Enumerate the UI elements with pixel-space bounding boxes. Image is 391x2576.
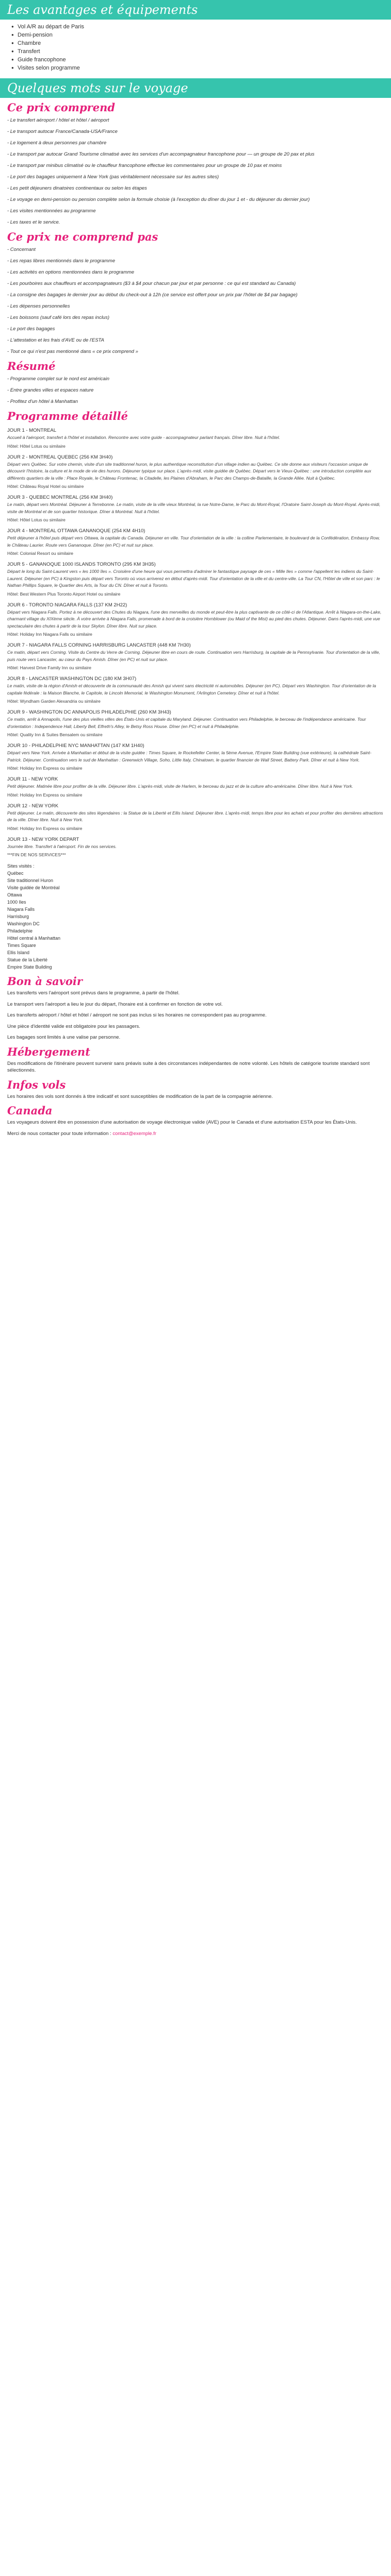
- day-title: JOUR 7 - NIAGARA FALLS CORNING HARRISBURG LANCASTER (448 KM 7H30): [7, 642, 191, 648]
- good-to-know-line: Les transferts vers l'aéroport sont prévus dans le programme, à partir de l'hôtel.: [7, 990, 180, 996]
- summary-line: - Programme complet sur le nord est américain: [7, 376, 109, 382]
- good-to-know-line: Une pièce d'identité valide est obligatoire pour les passagers.: [7, 1023, 140, 1029]
- lodging-text: Des modifications de l'itinéraire peuvent survenir sans préavis suite à des circonstances indépendantes de notre volonté. Les hôtels de catégorie touriste standard sont sélectionnés.: [7, 1060, 370, 1073]
- visit-item: 1000 Iles: [7, 900, 26, 905]
- day-title: JOUR 10 - PHILADELPHIE NYC MANHATTAN (147 KM 1H40): [7, 743, 144, 749]
- visits-block: [7, 862, 384, 971]
- included-line: - Les visites mentionnées au programme: [7, 208, 96, 214]
- day-title: JOUR 12 - NEW YORK: [7, 803, 59, 809]
- advantage-item: ● Visites selon programme: [11, 64, 391, 72]
- day-title: JOUR 4 - MONTREAL OTTAWA GANANOQUE (254 KM 4H10): [7, 528, 145, 534]
- included-lines: [7, 117, 384, 226]
- advantage-item: ● Demi-pension: [11, 31, 391, 39]
- visit-item: Harrisburg: [7, 914, 29, 919]
- excluded-line: - Le port des bagages: [7, 326, 55, 332]
- day-description: Départ vers Niagara Falls. Portez à ne découvert des Chutes du Niagara, l'une des merveilles du monde et peut-être la plus captivante de ce côté-ci de l'Atlantique. Arrêt à Niagara-on-the-Lake, charmant village du XIXème siècle. À votre arrivée à Niagara Falls, promenade à bord de la croisière Hornblower (ou Maid of the Mist) au pied des chutes. Déjeuner. Dans l'après-midi, une vue spectaculaire des chutes à partir de la tour Skylon. Dîner libre. Nuit sur place.: [7, 609, 382, 629]
- visit-item: Times Square: [7, 943, 36, 948]
- good-to-know-line: Les transferts aéroport / hôtel et hôtel / aéroport ne sont pas inclus si les horaires ne correspondent pas au programme.: [7, 1012, 267, 1018]
- day-hotel: Hôtel: Château Royal Hotel ou similaire: [7, 484, 84, 489]
- program-days: [7, 427, 384, 858]
- day-title: JOUR 13 - NEW YORK DEPART: [7, 836, 79, 842]
- day-title: JOUR 5 - GANANOQUE 1000 ISLANDS TORONTO (295 KM 3H35): [7, 562, 156, 567]
- summary-lines: [7, 376, 384, 405]
- included-title: Ce prix comprend: [7, 101, 116, 114]
- day-description: Départ le long du Saint-Laurent vers « les 1000 îles ». Croisière d'une heure qui vous permettra d'admirer le fantastique paysage de ces « Mille Iles » comme l'appellent les indiens du Saint-Laurent. Déjeuner (en PC) à Kingston puis départ vers Toronto où vous arriverez en début d'après-midi. Tour d'orientation de la ville et du centre-ville. La Tour CN, l'Hôtel de ville et son parc : le Nathan Phillips Square, le Quartier des Arts, la Tour du CN. Dîner et nuit à Toronto.: [7, 569, 380, 588]
- visit-item: Philadelphie: [7, 928, 33, 934]
- advantage-item: ● Transfert: [11, 47, 391, 56]
- advantage-item: ● Guide francophone: [11, 56, 391, 64]
- good-to-know-lines: [7, 990, 384, 1041]
- day-hotel: Hôtel: Quality Inn & Suites Bensalem ou similaire: [7, 732, 103, 737]
- day-description: Ce matin, départ vers Corning. Visite du Centre du Verre de Corning. Déjeuner libre en cours de route. Continuation vers Harrisburg, la capitale de la Pennsylvanie. Tour d'orientation de la ville, puis route vers Lancaster, au cœur du Pays Amish. Dîner (en PC) et nuit sur place.: [7, 650, 380, 662]
- day-title: JOUR 3 - QUEBEC MONTREAL (256 KM 3H40): [7, 495, 113, 500]
- day-description: Départ vers New York. Arrivée à Manhattan et début de la visite guidée : Times Square, le Rockefeller Center, la 5ème Avenue, l'Empire State Building (vue extérieure), la cathédrale Saint-Patrick. Déjeuner. Continuation vers le sud de Manhattan : Greenwich Village, Soho, Little Italy, Chinatown, le quartier financier de Wall Street, Battery Park. Dîner et nuit à New York.: [7, 750, 371, 762]
- day-title: JOUR 1 - MONTREAL: [7, 428, 57, 433]
- day-description: Journée libre. Transfert à l'aéroport. Fin de nos services.: [7, 843, 117, 849]
- day-hotel: Hôtel: Colonial Resort ou similaire: [7, 551, 74, 556]
- good-to-know-line: Le transport vers l'aéroport a lieu le jour du départ, l'horaire est à confirmer en fonction de votre vol.: [7, 1001, 223, 1007]
- summary-line: - Profitez d'un hôtel à Manhattan: [7, 399, 78, 404]
- included-line: - Le port des bagages uniquement à New York (pas véritablement nécessaire sur les autres sites): [7, 174, 219, 180]
- included-line: - Le voyage en demi-pension ou pension complète selon la formule choisie (à l'exception du dîner du jour 1 et - du déjeuner du dernier jour): [7, 197, 310, 202]
- details-banner: Quelques mots sur le voyage: [0, 78, 391, 98]
- included-line: - Le transport autocar France/Canada-USA/France: [7, 129, 118, 134]
- summary-line: - Entre grandes villes et espaces nature: [7, 387, 94, 393]
- canada-text: Les voyageurs doivent être en possession d'une autorisation de voyage électronique valide (AVE) pour le Canada et d'une autorisation ESTA pour les États-Unis.: [7, 1120, 357, 1125]
- contact-line: [7, 1130, 384, 1138]
- day-title: JOUR 11 - NEW YORK: [7, 776, 58, 782]
- day-hotel: Hôtel: Holiday Inn Niagara Falls ou similaire: [7, 632, 92, 637]
- day-description: Départ vers Québec. Sur votre chemin, visite d'un site traditionnel huron, le plus authentique reconstitution d'un village indien au Québec. Ce site donne aux visiteurs l'occasion unique de découvrir l'histoire, la culture et le mode de vie des hurons. Déjeuner typique sur place. L'après-midi, visite guidée de Québec. Départ vers le Vieux-Québec : une introduction complète aux différents quartiers de la ville : Place Royale, le Château Frontenac, la Citadelle, les Plaines d'Abraham, le Parc des Champs-de-Bataille, la Grande Allée. Nuit à Québec.: [7, 461, 371, 481]
- included-line: - Les taxes et le service.: [7, 219, 60, 225]
- day-hotel: Hôtel: Harvest Drive Family Inn ou similaire: [7, 665, 91, 670]
- visit-item: Statue de la Liberté: [7, 957, 48, 962]
- excluded-line: - Concernant: [7, 247, 36, 252]
- good-to-know-line: Les bagages sont limités à une valise par personne.: [7, 1035, 121, 1040]
- advantage-item: ● Chambre: [11, 39, 391, 47]
- visits-title: Sites visités :: [7, 863, 35, 869]
- day-hotel: Hôtel: Hôtel Lotus ou similaire: [7, 517, 66, 522]
- advantages-list: [0, 23, 391, 74]
- day-description: Accueil à l'aéroport, transfert à l'hôtel et installation. Rencontre avec votre guide - accompagnateur parlant français. Dîner libre. Nuit à l'hôtel.: [7, 435, 280, 440]
- day-description: Petit déjeuner. Le matin, découverte des sites légendaires : la Statue de la Liberté et Ellis Island. Déjeuner libre. L'après-midi, temps libre pour les achats et pour profiter des dernières attractions de la ville. Dîner libre. Nuit à New York.: [7, 810, 383, 822]
- day-description: Le matin, départ vers Montréal. Déjeuner à Terrebonne. Le matin, visite de la ville vieux Montréal, la rue Notre-Dame, le Parc du Mont-Royal, l'Oratoire Saint-Joseph du Mont-Royal. Après-midi, visite de Montréal et de son quartier historique. Dîner à Montréal. Nuit à l'hôtel.: [7, 502, 381, 514]
- day-hotel: Hôtel: Hôtel Lotus ou similaire: [7, 443, 66, 449]
- visit-item: Empire State Building: [7, 964, 52, 970]
- day-hotel: Hôtel: Holiday Inn Express ou similaire: [7, 766, 83, 771]
- day-hotel: ***FIN DE NOS SERVICES***: [7, 852, 66, 857]
- day-title: JOUR 2 - MONTREAL QUEBEC (256 KM 3H40): [7, 454, 113, 460]
- program-title: Programme détaillé: [7, 410, 128, 422]
- flight-info-text: Les horaires des vols sont donnés à titre indicatif et sont susceptibles de modification de la part de la compagnie aérienne.: [7, 1093, 273, 1099]
- excluded-line: - La consigne des bagages le dernier jour au début du check-out à 12h (ce service est offert pour un prix par l'hôtel de $4 par bagage): [7, 292, 298, 298]
- included-line: - Les petit déjeuners dinatoires continentaux ou selon les étapes: [7, 185, 147, 191]
- excluded-line: - L'attestation et les frais d'AVE ou de l'ESTA: [7, 337, 104, 343]
- day-title: JOUR 9 - WASHINGTON DC ANNAPOLIS PHILADELPHIE (260 KM 3H43): [7, 709, 171, 715]
- visits-list: [7, 870, 384, 971]
- day-title: JOUR 6 - TORONTO NIAGARA FALLS (137 KM 2H22): [7, 602, 127, 608]
- day-hotel: Hôtel: Holiday Inn Express ou similaire: [7, 825, 83, 831]
- visit-item: Visite guidée de Montréal: [7, 885, 60, 890]
- day-description: Le matin, visite de la région d'Amish et découverte de la communauté des Amish qui vivent sans électricité ni automobiles. Déjeuner (en PC). Départ vers Washington. Tour d'orientation de la capitale fédérale : la Maison Blanche, le Capitole, le Lincoln Memorial, le Washington Monument, l'Arlington Cemetery. Dîner et nuit à l'hôtel.: [7, 683, 376, 696]
- visit-item: Ottawa: [7, 892, 22, 897]
- excluded-line: - Tout ce qui n'est pas mentionné dans « ce prix comprend »: [7, 349, 138, 354]
- day-hotel: Hôtel: Holiday Inn Express ou similaire: [7, 792, 83, 798]
- visit-item: Ellis Island: [7, 950, 30, 955]
- content-section: [0, 101, 391, 1137]
- excluded-line: - Les repas libres mentionnés dans le programme: [7, 258, 116, 264]
- visit-item: Hôtel central à Manhattan: [7, 936, 61, 941]
- day-description: Petit déjeuner à l'hôtel puis départ vers Ottawa, la capitale du Canada. Déjeuner en ville. Tour d'orientation de la ville : la colline Parlementaire, le boulevard de la Confédération, Embassy Row, le Château Laurier. Route vers Gananoque. Dîner (en PC) et nuit sur place.: [7, 535, 380, 548]
- excluded-line: - Les pourboires aux chauffeurs et accompagnateurs ($3 à $4 pour chacun par jour et par personne : ce qui est standard au Canada): [7, 281, 296, 286]
- day-hotel: Hôtel: Best Western Plus Toronto Airport Hotel ou similaire: [7, 591, 121, 597]
- day-description: Ce matin, arrêt à Annapolis, l'une des plus vieilles villes des États-Unis et capitale du Maryland. Déjeuner. Continuation vers Philadelphie, le berceau de l'indépendance américaine. Tour d'orientation : Independence Hall, Liberty Bell, Elfreth's Alley, le Betsy Ross House. Dîner (en PC) et nuit à Philadelphie.: [7, 717, 366, 729]
- contact-email-link[interactable]: contact@exemple.fr: [112, 1130, 156, 1137]
- advantages-banner: Les avantages et équipements: [0, 0, 391, 20]
- excluded-lines: [7, 246, 384, 355]
- good-to-know-title: Bon à savoir: [7, 975, 83, 988]
- excluded-line: - Les activités en options mentionnées dans le programme: [7, 269, 135, 275]
- visit-item: Québec: [7, 871, 24, 876]
- day-title: JOUR 8 - LANCASTER WASHINGTON DC (180 KM 3H07): [7, 676, 137, 682]
- excluded-line: - Les dépenses personnelles: [7, 303, 70, 309]
- canada-title: Canada: [7, 1104, 53, 1117]
- included-line: - Le transfert aéroport / hôtel et hôtel / aéroport: [7, 117, 109, 123]
- excluded-title: Ce prix ne comprend pas: [7, 230, 158, 243]
- lodging-title: Hébergement: [7, 1045, 90, 1058]
- summary-title: Résumé: [7, 360, 56, 372]
- visit-item: Washington DC: [7, 921, 40, 926]
- day-description: Petit déjeuner. Matinée libre pour profiter de la ville. Déjeuner libre. L'après-midi, visite de Harlem, le berceau du jazz et de la culture afro-américaine. Dîner libre. Nuit à New York.: [7, 784, 353, 789]
- contact-prefix: Merci de nous contacter pour toute information :: [7, 1130, 111, 1137]
- included-line: - Le logement à deux personnes par chambre: [7, 140, 107, 146]
- day-hotel: Hôtel: Wyndham Garden Alexandria ou similaire: [7, 699, 101, 704]
- included-line: - Le transport par autocar Grand Tourisme climatisé avec les services d'un accompagnateur francophone pour — un groupe de 20 pax et plus: [7, 151, 315, 157]
- visit-item: Niagara Falls: [7, 907, 35, 912]
- flight-info-title: Infos vols: [7, 1078, 66, 1091]
- included-line: - Le transport par minibus climatisé ou le chauffeur francophone effectue les commentaires pour un groupe de 10 pax et moins: [7, 163, 282, 168]
- excluded-line: - Les boissons (sauf café lors des repas inclus): [7, 315, 110, 320]
- advantage-item: ● Vol A/R au départ de Paris: [11, 23, 391, 31]
- visit-item: Site traditionnel Huron: [7, 878, 54, 883]
